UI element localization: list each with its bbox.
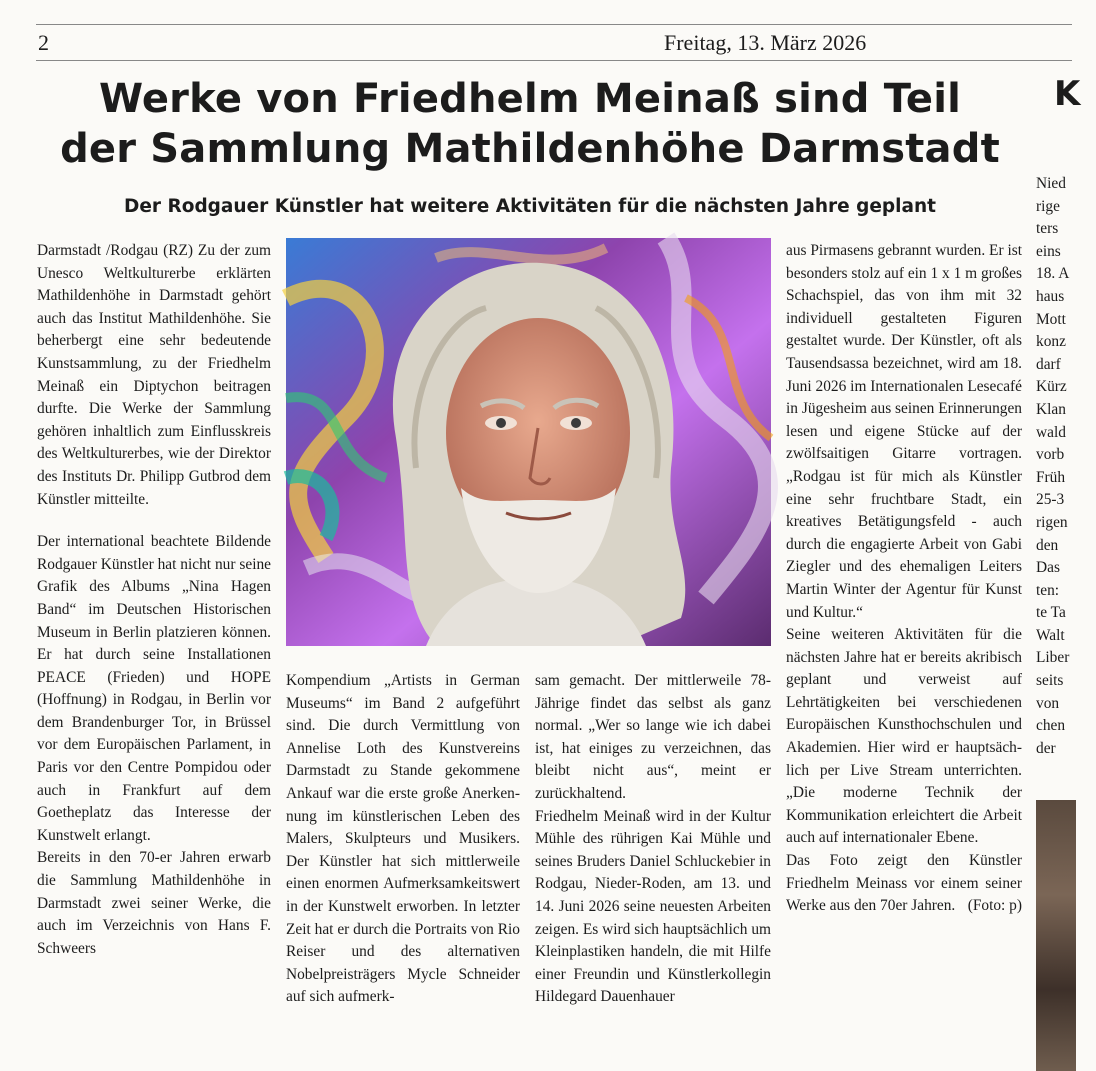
adjacent-article-line: 18. A [1036, 265, 1070, 283]
headline-line-1: Werke von Friedhelm Meinaß sind Teil [98, 76, 962, 122]
article-column-3 [535, 670, 771, 1009]
adjacent-article-line: vorb [1036, 446, 1065, 464]
adjacent-article-line: Früh [1036, 468, 1066, 486]
adjacent-article-line: den [1036, 536, 1059, 554]
article-headline [60, 74, 1000, 174]
issue-date: Freitag, 13. März 2026 [664, 30, 867, 55]
next-article-headline-fragment: K [1054, 74, 1081, 114]
paragraph: Friedhelm Meinaß wird in der Kultur Mühle des rührigen Kai Mühle und seines Bruders Daniel Schluckebier in Rodgau, Nieder-Roden, am 13. und 14. Juni 2026 seine neuesten Arbeiten zeigen. Es wird sich hauptsächlich um Kleinplastiken handeln, die mit Hilfe einer Freundin und Künstlerkollegin Hildegard Dauenhauer [535, 807, 771, 1006]
adjacent-article-line: 25-3 [1036, 491, 1065, 509]
paragraph [786, 850, 1022, 918]
adjacent-article-line: der [1036, 739, 1056, 757]
article-column-4 [786, 240, 1022, 918]
adjacent-article-line: ten: [1036, 581, 1060, 599]
adjacent-article-line: te Ta [1036, 604, 1066, 622]
adjacent-article-line: seits [1036, 672, 1064, 690]
portrait-illustration [286, 238, 771, 646]
article-column-1 [37, 240, 271, 960]
adjacent-article-line: Liber [1036, 649, 1070, 667]
adjacent-article-line: rige [1036, 197, 1060, 215]
paragraph: aus Pirmasens gebrannt wurden. Er ist besonders stolz auf ein 1 x 1 m großes Schachspiel, das von ihm mit 32 individuell gestalteten Figuren gestaltet wurde. Der Künstler, oft als Tausendsassa bezeichnet, wird am 18. Juni 2026 im Internationalen Lesecafé in Jügesheim aus seinen Erinnerungen lesen und eigene Stücke auf der zwölfsaitigen Gitarre vortragen. „Rodgau ist für mich als Künstler eine sehr fruchtbare Stadt, ein kreatives Betätigungsfeld - auch durch die engagierte Arbeit von Gabi Ziegler und des ehemaligen Leiters Martin Winter der Agentur für Kunst und Kultur.“ [786, 242, 1022, 621]
adjacent-article-line: ters [1036, 220, 1059, 238]
adjacent-article-line: darf [1036, 355, 1061, 373]
header-rule-top [36, 24, 1072, 25]
adjacent-article-line: chen [1036, 717, 1066, 735]
adjacent-article-line: Klan [1036, 400, 1066, 418]
photo-caption: Das Foto zeigt den Künstler Friedhelm Meinass vor einem seiner Werke aus den 70er Jahren. [786, 852, 1022, 915]
adjacent-article-line: eins [1036, 242, 1061, 260]
adjacent-article-column [1036, 173, 1096, 760]
adjacent-article-line: Nied [1036, 175, 1066, 192]
adjacent-article-line: Kürz [1036, 378, 1067, 396]
article-subheadline: Der Rodgauer Künstler hat weitere Aktivitäten für die nächsten Jahre geplant [124, 196, 936, 217]
adjacent-article-line: von [1036, 694, 1060, 712]
adjacent-article-line: Das [1036, 559, 1060, 577]
header-rule-bottom [36, 60, 1072, 61]
artist-portrait-photo [286, 238, 771, 646]
photo-credit: (Foto: p) [967, 897, 1022, 915]
adjacent-article-line: konz [1036, 333, 1066, 351]
paragraph: Darmstadt /Rodgau (RZ) Zu der zum Unesco Weltkulturerbe erklärten Mathildenhöhe in Darmstadt gehört auch das Institut Mathildenhöhe. Sie beherbergt eine sehr bedeutende Kunstsammlung, zu der Friedhelm Meinaß ein Diptychon beitragen durfte. Die Werke der Sammlung gehören inhaltlich zum Einflusskreis des Weltkulturerbes, wie der Direktor des Instituts Dr. Philipp Gutbrod dem Künstler mitteilte. [37, 242, 271, 508]
paragraph: Kompendium „Artists in German Museums“ im Band 2 aufgeführt sind. Die durch Vermittlung von Annelise Loth des Kunstvereins Darmstadt zu Stande gekommene Ankauf war die erste große Anerkennung im künstlerischen Leben des Malers, Skulpteurs und Musikers. Der Künstler hat sich mittlerweile einen enormen Aufmerksamkeitswert in der Kunstwelt erworben. In letzter Zeit hat er durch die Portraits von Rio Reiser und des alternativen Nobelpreisträgers Mycle Schneider auf sich aufmerk- [286, 672, 520, 1006]
page-number: 2 [38, 30, 49, 55]
paragraph: sam gemacht. Der mittlerweile 78-Jährige findet das selbst als ganz normal. „Wer so lange wie ich dabei ist, hat einiges zu verzeichnen, das bleibt nicht aus“, meint er zurückhaltend. [535, 672, 771, 802]
adjacent-article-line: Walt [1036, 626, 1065, 644]
adjacent-article-line: wald [1036, 423, 1066, 441]
paragraph: Seine weiteren Aktivitäten für die nächsten Jahre hat er bereits akribisch geplant und verweist auf Lehrtätigkeiten bei verschiedenen Europäischen Kunsthochschulen und Akademien. Hier wird er hauptsächlich per Live Stream unterrichten. „Die moderne Technik der Kommunikation erleichtert die Arbeit auch auf internationaler Ebene. [786, 626, 1022, 847]
adjacent-article-line: haus [1036, 287, 1065, 305]
article-column-2 [286, 670, 520, 1009]
adjacent-article-photo [1036, 800, 1076, 1071]
headline-line-2: der Sammlung Mathildenhöhe Darmstadt [60, 126, 1000, 172]
adjacent-article-line: Mott [1036, 310, 1066, 328]
paragraph: Bereits in den 70-er Jahren erwarb die Sammlung Mathildenhöhe in Darmstadt zwei seiner Werke, die auch im Verzeichnis von Hans F. Schweers [37, 849, 271, 957]
paragraph: Der international beachtete Bildende Rodgauer Künstler hat nicht nur seine Grafik des Albums „Nina Hagen Band“ im Deutschen Historischen Museum in Berlin platzieren können. Er hat durch seine Installationen PEACE (Frieden) und HOPE (Hoffnung) in Rodgau, in Berlin vor dem Brandenburger Tor, in Brüssel vor dem Europäischen Parlament, in Paris vor den Centre Pompidou oder auch in Frankfurt auf dem Goetheplatz das Interesse der Kunstwelt erlangt. [37, 533, 271, 844]
adjacent-article-line: rigen [1036, 513, 1068, 531]
